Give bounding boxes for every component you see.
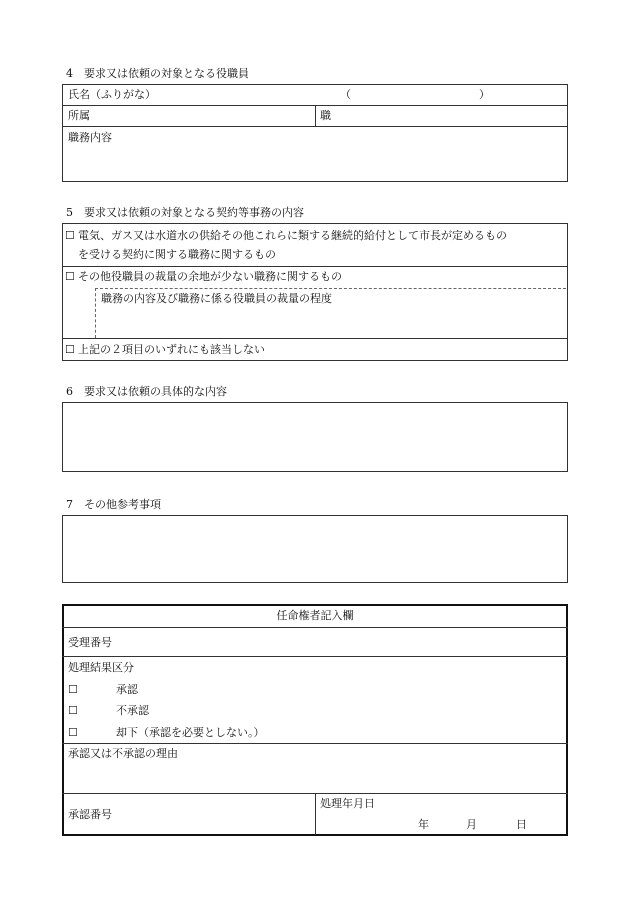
option2-sub-label: 職務の内容及び職務に係る役職員の裁量の程度: [101, 292, 332, 305]
paren-open: （: [340, 88, 351, 101]
result-category-label: 処理結果区分: [68, 661, 134, 674]
divider: [62, 743, 568, 744]
dismiss-label: 却下（承認を必要としない。）: [116, 726, 265, 739]
disapprove-label: 不承認: [116, 704, 149, 717]
dashed-divider: [95, 288, 96, 338]
option1-label-line1: 電気、ガス又は水道水の供給その他これらに類する継続的給付として市長が定めるもの: [78, 229, 507, 242]
section4-heading: 4 要求又は依頼の対象となる役職員: [66, 67, 249, 80]
disapprove-checkbox[interactable]: ☐: [68, 704, 78, 717]
approve-label: 承認: [116, 683, 138, 696]
option1-checkbox[interactable]: ☐: [65, 229, 75, 242]
option1-label-line2: を受ける契約に関する職務に関するもの: [78, 248, 276, 261]
approve-checkbox[interactable]: ☐: [68, 683, 78, 696]
dashed-divider: [95, 288, 566, 289]
position-label: 職: [320, 109, 331, 122]
reason-label: 承認又は不承認の理由: [68, 747, 178, 760]
appointer-title: 任命権者記入欄: [276, 609, 354, 622]
divider: [62, 126, 568, 127]
name-label: 氏名（ふりがな）: [68, 88, 156, 101]
divider: [315, 105, 316, 126]
month-label: 月: [466, 818, 477, 831]
receipt-number-label: 受理番号: [68, 636, 112, 649]
section7-content-box[interactable]: [62, 515, 568, 583]
section6-content-box[interactable]: [62, 402, 568, 472]
option3-checkbox[interactable]: ☐: [65, 343, 75, 356]
year-label: 年: [418, 818, 429, 831]
duties-label: 職務内容: [68, 131, 112, 144]
option3-label: 上記の２項目のいずれにも該当しない: [78, 343, 265, 356]
option2-checkbox[interactable]: ☐: [65, 270, 75, 283]
divider: [62, 627, 568, 628]
divider: [62, 266, 568, 267]
approval-number-label: 承認番号: [68, 808, 112, 821]
process-date-label: 処理年月日: [320, 797, 375, 810]
divider: [62, 656, 568, 657]
option2-label: その他役職員の裁量の余地が少ない職務に関するもの: [78, 270, 342, 283]
paren-close: ）: [479, 88, 490, 101]
section6-heading: 6 要求又は依頼の具体的な内容: [66, 385, 227, 398]
day-label: 日: [516, 818, 527, 831]
affiliation-label: 所属: [68, 109, 90, 122]
divider: [62, 338, 568, 339]
dismiss-checkbox[interactable]: ☐: [68, 726, 78, 739]
divider: [315, 793, 316, 835]
section5-heading: 5 要求又は依頼の対象となる契約等事務の内容: [66, 206, 304, 219]
section7-heading: 7 その他参考事項: [66, 498, 161, 511]
